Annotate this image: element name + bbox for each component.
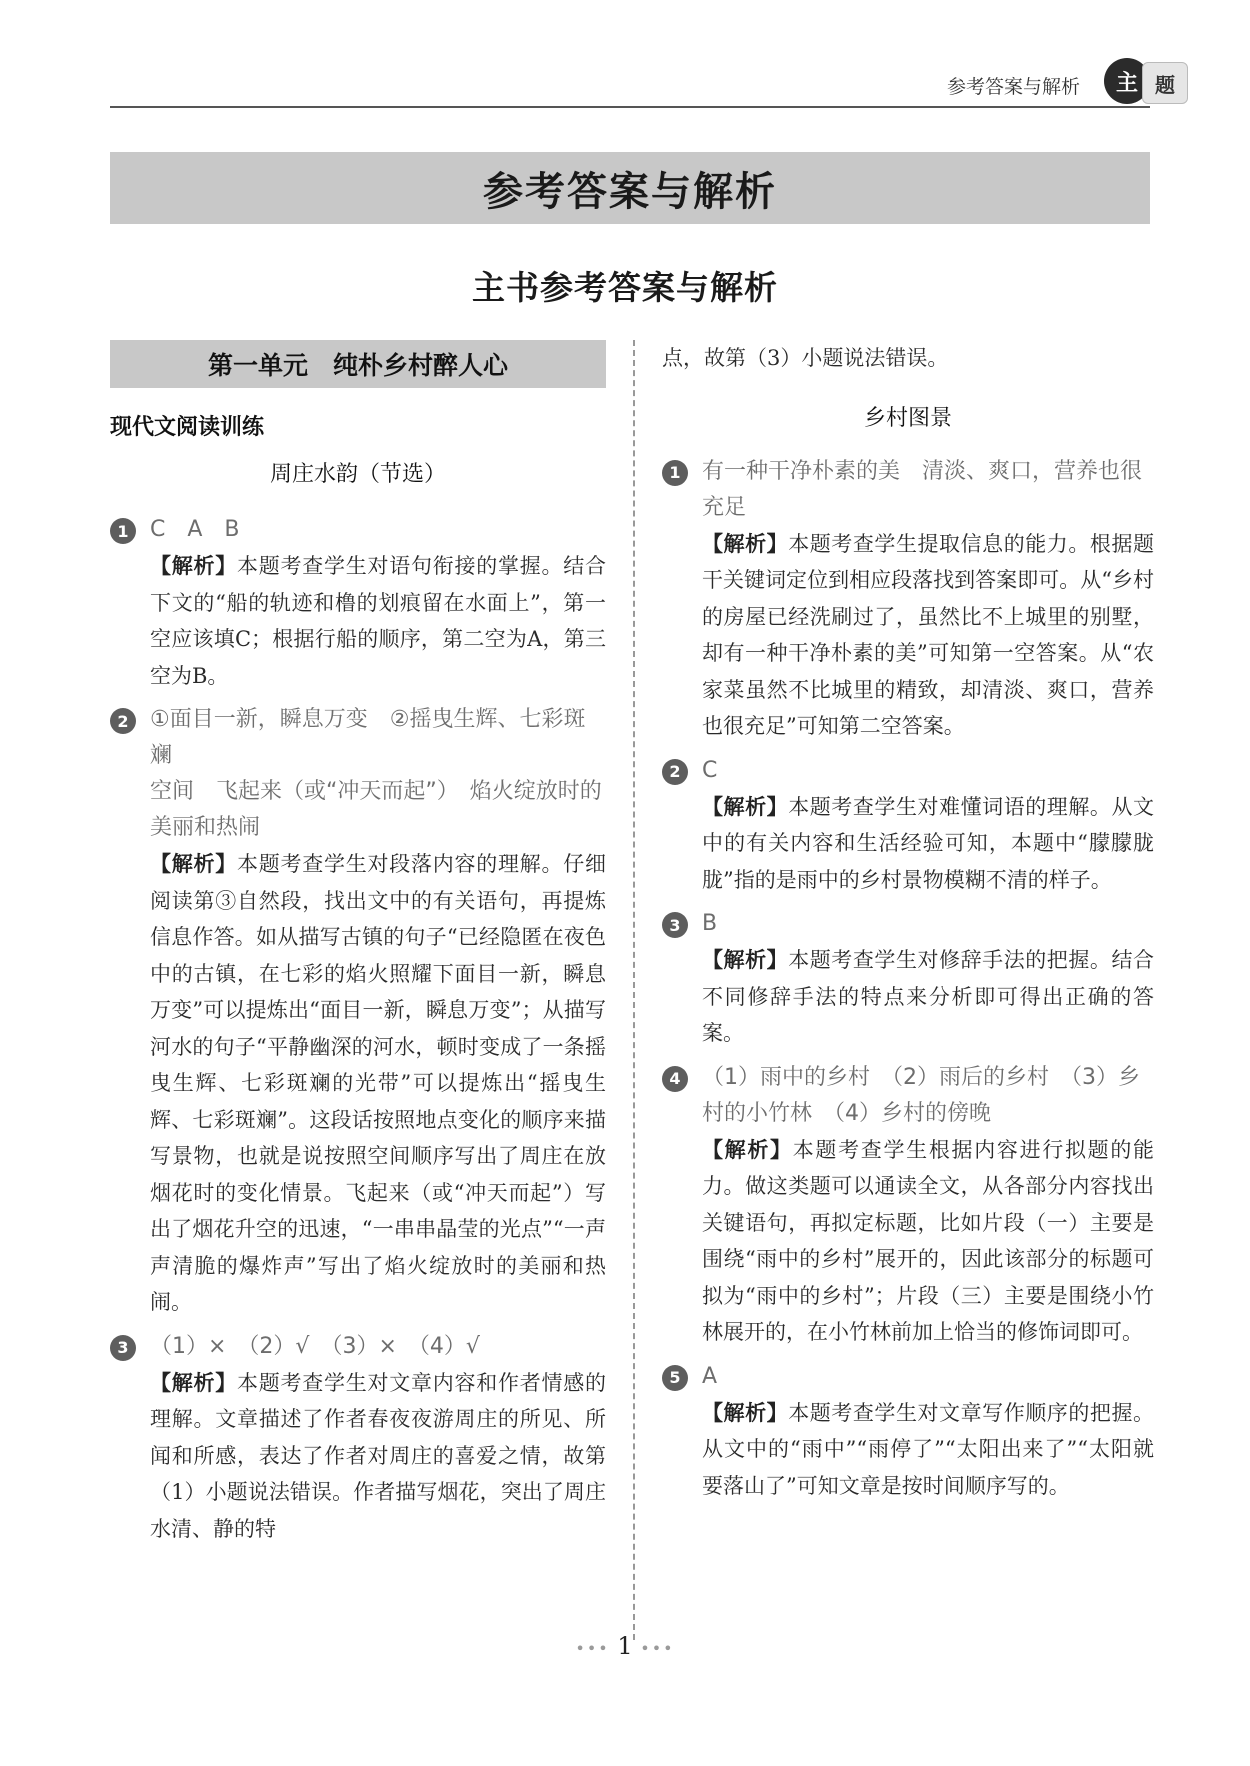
answer-text: （1）× （2）√ （3）× （4）√ xyxy=(150,1333,480,1359)
explanation xyxy=(150,1365,606,1548)
explanation-text: 本题考查学生根据内容进行拟题的能力。做这类题可以通读全文，从各部分内容找出关键语句，再拟定标题，比如片段（一）主要是围绕“雨中的乡村”展开的，因此该部分的标题可拟为“雨中的乡村”；片段（三）主要是围绕小竹林展开的，在小竹林前加上恰当的修饰词即可。 xyxy=(702,1137,1155,1344)
column-divider xyxy=(633,340,635,1640)
explanation-label: 【解析】 xyxy=(150,554,237,578)
explanation-text: 本题考查学生对语句衔接的掌握。结合下文的“船的轨迹和橹的划痕留在水面上”，第一空应该填C；根据行船的顺序，第二空为A，第三空为B。 xyxy=(150,554,606,688)
question-number-icon: 1 xyxy=(110,518,136,544)
header-badge-icon: 主 xyxy=(1104,58,1150,104)
explanation xyxy=(702,526,1154,745)
question-number-icon: 5 xyxy=(662,1365,688,1391)
answer-text: A xyxy=(702,1363,718,1389)
question-item xyxy=(662,1359,1154,1505)
header-label: 参考答案与解析 xyxy=(946,76,1080,98)
main-title: 参考答案与解析 xyxy=(110,152,1150,224)
explanation xyxy=(150,846,606,1321)
explanation-label: 【解析】 xyxy=(702,794,789,819)
question-item xyxy=(662,906,1154,1052)
explanation xyxy=(702,1395,1154,1505)
explanation-label: 【解析】 xyxy=(150,1370,237,1395)
explanation-label: 【解析】 xyxy=(150,852,237,876)
dots-icon-right: ••• xyxy=(640,1639,675,1658)
question-item xyxy=(110,1329,606,1548)
article-title: 周庄水韵（节选） xyxy=(269,462,446,487)
right-column xyxy=(662,340,1154,1512)
question-number-icon: 4 xyxy=(662,1066,688,1092)
answer-text: （1）雨中的乡村 （2）雨后的乡村 （3）乡村的小竹林 （4）乡村的傍晚 xyxy=(702,1064,1140,1126)
subtitle: 主书参考答案与解析 xyxy=(472,268,778,307)
question-number-icon: 2 xyxy=(110,708,136,734)
question-item xyxy=(662,753,1154,899)
explanation xyxy=(702,789,1154,899)
article-title: 乡村图景 xyxy=(863,405,952,431)
left-column xyxy=(110,340,606,1555)
explanation-label: 【解析】 xyxy=(702,1137,793,1162)
answer-text: B xyxy=(702,911,718,936)
header-badge-icon-2: 题 xyxy=(1142,62,1188,104)
explanation xyxy=(702,1132,1154,1351)
question-number-icon: 2 xyxy=(662,759,688,785)
question-number-icon: 3 xyxy=(110,1335,136,1361)
question-item xyxy=(110,512,606,694)
explanation-text: 本题考查学生对文章写作顺序的把握。从文中的“雨中”“雨停了”“太阳出来了”“太阳就要落山了”可知文章是按时间顺序写的。 xyxy=(702,1400,1155,1498)
header-rule xyxy=(110,106,1150,108)
question-item xyxy=(662,1060,1154,1351)
explanation-text: 本题考查学生对难懂词语的理解。从文中的有关内容和生活经验可知，本题中“朦朦胧胧”指的是雨中的乡村景物模糊不清的样子。 xyxy=(702,794,1155,892)
explanation-text: 本题考查学生对文章内容和作者情感的理解。文章描述了作者春夜夜游周庄的所见、所闻和所感，表达了作者对周庄的喜爱之情，故第（1）小题说法错误。作者描写烟花，突出了周庄水清、静的特 xyxy=(150,1370,606,1541)
answer-text: 有一种干净朴素的美 清淡、爽口，营养也很充足 xyxy=(702,458,1143,520)
explanation-text: 本题考查学生对段落内容的理解。仔细阅读第③自然段，找出文中的有关语句，再提炼信息作答。如从描写古镇的句子“已经隐匿在夜色中的古镇，在七彩的焰火照耀下面目一新，瞬息万变”可以提炼出“面目一新，瞬息万变”；从描写河水的句子“平静幽深的河水，顿时变成了一条摇曳生辉、七彩斑斓的光带”可以提炼出“摇曳生辉、七彩斑斓”。这段话按照地点变化的顺序来描写景物，也就是说按照空间顺序写出了周庄在放烟花时的变化情景。飞起来（或“冲天而起”）写出了烟花升空的迅速，“一串串晶莹的光点”“一声声清脆的爆炸声”写出了焰火绽放时的美丽和热闹。 xyxy=(150,852,606,1314)
answer-text-2: 空间 飞起来（或“冲天而起”） 焰火绽放时的美丽和热闹 xyxy=(150,779,602,840)
question-item xyxy=(110,702,606,1321)
explanation-text: 本题考查学生提取信息的能力。根据题干关键词定位到相应段落找到答案即可。从“乡村的房屋已经洗刷过了，虽然比不上城里的别墅，却有一种干净朴素的美”可知第一空答案。从“农家菜虽然不比城里的精致，却清淡、爽口，营养也很充足”可知第二空答案。 xyxy=(702,531,1155,738)
explanation-label: 【解析】 xyxy=(702,948,789,972)
section-heading: 现代文阅读训练 xyxy=(110,415,265,440)
explanation xyxy=(702,942,1154,1052)
continuation-text: 点，故第（3）小题说法错误。 xyxy=(662,346,949,370)
unit-title: 第一单元 纯朴乡村醉人心 xyxy=(110,340,606,388)
answer-text: C A B xyxy=(150,517,240,542)
question-number-icon: 3 xyxy=(662,912,688,938)
question-item xyxy=(662,454,1154,745)
dots-icon-left: ••• xyxy=(575,1639,610,1658)
answer-text: ①面目一新，瞬息万变 ②摇曳生辉、七彩斑斓 xyxy=(150,707,586,768)
explanation-label: 【解析】 xyxy=(702,531,789,556)
question-number-icon: 1 xyxy=(662,460,688,486)
explanation xyxy=(150,548,606,694)
page-number xyxy=(0,1632,1250,1660)
explanation-label: 【解析】 xyxy=(702,1400,789,1425)
page-number-value: 1 xyxy=(617,1632,633,1660)
answer-text: C xyxy=(702,757,718,783)
explanation-text: 本题考查学生对修辞手法的把握。结合不同修辞手法的特点来分析即可得出正确的答案。 xyxy=(702,948,1155,1045)
